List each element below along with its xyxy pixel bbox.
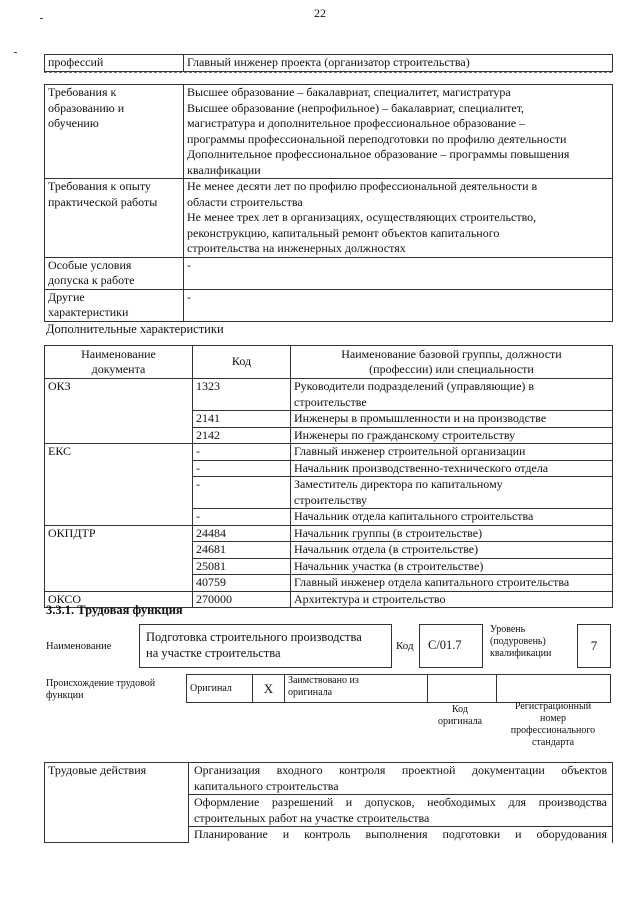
name-cell: Начальник отдела (в строительстве) — [291, 542, 613, 559]
reg-number-caption: Регистрационный номер профессионального стандарта — [510, 701, 596, 748]
req-other-row — [45, 289, 613, 321]
name-cell: Начальник участка (в строительстве) — [291, 558, 613, 575]
reg-number-cell — [497, 675, 611, 703]
level-label: Уровень (подуровень) квалификации — [490, 624, 552, 659]
table-row — [45, 525, 613, 542]
additional-title: Дополнительные характеристики — [46, 322, 224, 336]
labor-actions-table — [44, 762, 613, 843]
doc-cell: ОКСО — [45, 591, 193, 608]
code-box — [419, 624, 483, 668]
name-cell: Инженеры в промышленности и на производстве — [291, 411, 613, 428]
code-value: С/01.7 — [428, 638, 462, 652]
req-label: Другие характеристики — [45, 289, 184, 321]
function-title: 3.3.1. Трудовая функция — [46, 603, 183, 617]
name-cell: Начальник группы (в строительстве) — [291, 525, 613, 542]
labor-item: Организация входного контроля проектной документации объектов капитального строительства — [189, 763, 613, 795]
page-number: 22 — [314, 6, 326, 20]
req-education-row — [45, 85, 613, 179]
doc-cell: ОКЗ — [45, 379, 193, 444]
req-label: Требования к образованию и обучению — [45, 85, 184, 179]
name-label: Наименование — [46, 641, 112, 652]
code-cell: 40759 — [193, 575, 291, 592]
labor-row — [45, 763, 613, 795]
add-header-row — [45, 346, 613, 379]
code-cell: - — [193, 477, 291, 509]
function-name-line: Подготовка строительного производства — [146, 630, 362, 644]
table-row — [45, 444, 613, 461]
original-label: Оригинал — [187, 675, 253, 703]
code-cell: 24681 — [193, 542, 291, 559]
top-row-table — [44, 54, 613, 72]
req-special-row — [45, 257, 613, 289]
doc-cell: ОКПДТР — [45, 525, 193, 591]
top-row-label: профессий — [45, 55, 184, 72]
name-cell: Инженеры по гражданскому строительству — [291, 427, 613, 444]
name-cell: Начальник отдела капитального строительства — [291, 509, 613, 526]
name-cell: Руководители подразделений (управляющие) в строительстве — [291, 379, 613, 411]
requirements-table — [44, 84, 613, 322]
table-row — [45, 379, 613, 411]
function-name-box — [139, 624, 392, 668]
labor-item: Планирование и контроль выполнения подготовки и оборудования — [189, 827, 613, 843]
req-value: - — [184, 289, 613, 321]
origin-label: Происхождение трудовой функции — [46, 678, 156, 701]
name-cell: Главный инженер строительной организации — [291, 444, 613, 461]
code-label: Код — [396, 640, 414, 652]
req-label: Требования к опыту практической работы — [45, 179, 184, 258]
labor-item: Оформление разрешений и допусков, необходимых для производства строительных работ на участке строительства — [189, 795, 613, 827]
margin-tick — [40, 18, 43, 19]
code-original-caption: Код оригинала — [437, 704, 483, 727]
name-cell: Архитектура и строительство — [291, 591, 613, 608]
separator — [44, 72, 612, 73]
code-cell: 1323 — [193, 379, 291, 411]
code-cell: - — [193, 509, 291, 526]
labor-label: Трудовые действия — [45, 763, 189, 843]
header-code: Код — [193, 346, 291, 379]
code-cell: - — [193, 460, 291, 477]
function-name-line: на участке строительства — [146, 646, 281, 660]
code-cell: 2141 — [193, 411, 291, 428]
borrowed-label: Заимствовано из оригинала — [285, 675, 428, 703]
req-value: - — [184, 257, 613, 289]
req-value: Не менее десяти лет по профилю профессиональной деятельности в области строительства Не менее трех лет в организациях, осуществляющих строительство, реконструкцию, капитальный ремонт объектов капитального строительства на инженерных должностях — [184, 179, 613, 258]
req-label: Особые условия допуска к работе — [45, 257, 184, 289]
doc-cell: ЕКС — [45, 444, 193, 526]
name-cell: Главный инженер отдела капитального строительства — [291, 575, 613, 592]
name-cell: Начальник производственно-технического отдела — [291, 460, 613, 477]
code-cell: - — [193, 444, 291, 461]
header-name: Наименование базовой группы, должности (профессии) или специальности — [291, 346, 613, 379]
level-value: 7 — [590, 638, 598, 653]
name-cell: Заместитель директора по капитальному строительству — [291, 477, 613, 509]
margin-tick — [14, 52, 17, 53]
additional-table — [44, 345, 613, 608]
code-cell: 25081 — [193, 558, 291, 575]
code-original-cell — [428, 675, 497, 703]
code-cell: 2142 — [193, 427, 291, 444]
code-cell: 270000 — [193, 591, 291, 608]
req-experience-row — [45, 179, 613, 258]
origin-table — [186, 674, 611, 703]
level-box — [577, 624, 611, 668]
original-mark: X — [253, 675, 285, 703]
header-doc: Наименование документа — [45, 346, 193, 379]
code-cell: 24484 — [193, 525, 291, 542]
top-row-value: Главный инженер проекта (организатор строительства) — [184, 55, 613, 72]
req-value: Высшее образование – бакалавриат, специалитет, магистратура Высшее образование (непрофильное) – бакалавриат, специалитет, магистратура и дополнительное профессиональное образование – программы профессиональной переподготовки по профилю деятельности Дополнительное профессиональное образование – программы повышения квалификации — [184, 85, 613, 179]
